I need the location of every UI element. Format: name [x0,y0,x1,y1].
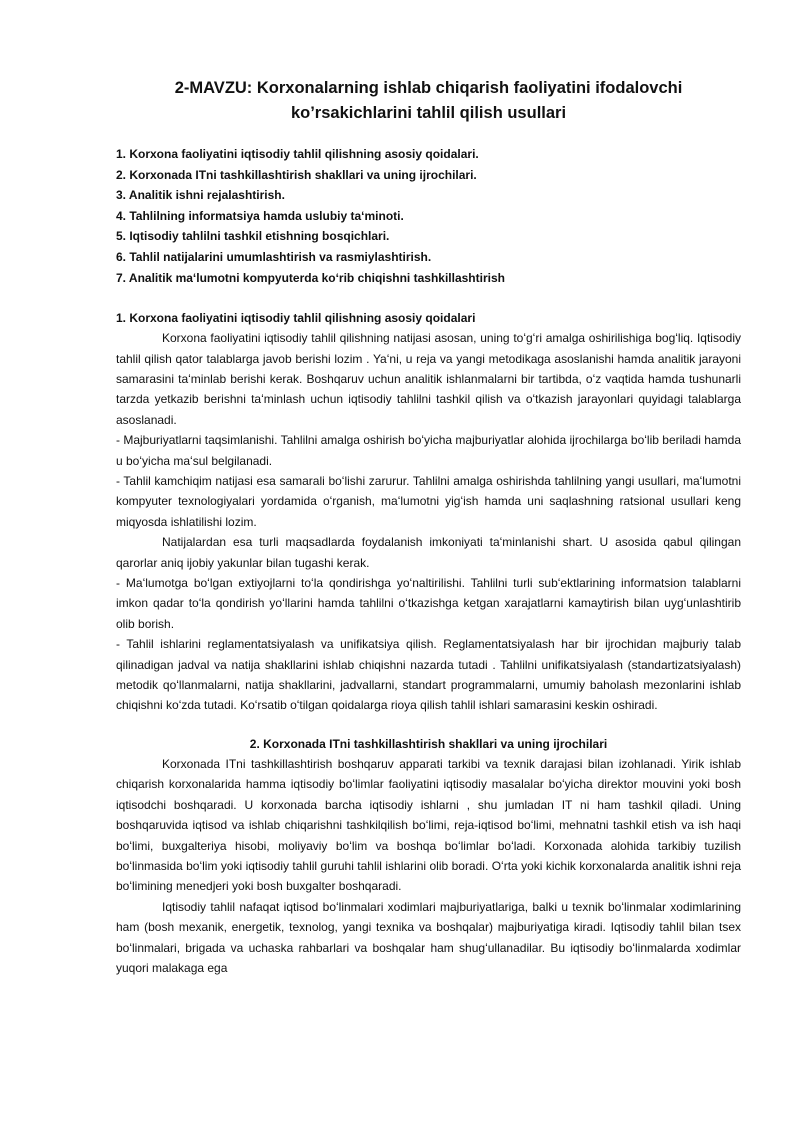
section-2 [116,734,741,978]
toc-item: 1. Korxona faoliyatini iqtisodiy tahlil qilishning asosiy qoidalari. [116,147,479,161]
paragraph: - Tahlil kamchiqim natijasi esa samarali boʻlishi zarurur. Tahlilni amalga oshirishda tahlilning yangi usullari, maʻlumotni kompyuter texnologiyalari yordamida oʻrganish, maʻlumotni yigʻish hamda uni saqlashning ratsional usullari keng miqyosda ishlatilishi lozim. [116,474,741,529]
document-page [116,76,741,978]
toc-item: 5. Iqtisodiy tahlilni tashkil etishning bosqichlari. [116,229,390,244]
table-of-contents [116,144,741,288]
paragraph: - Majburiyatlarni taqsimlanishi. Tahlilni amalga oshirish boʻyicha majburiyatlar alohida ijrochilarga boʻlib beriladi hamda u boʻyicha maʻsul belgilanadi. [116,433,741,468]
document-title: 2-MAVZU: Korxonalarning ishlab chiqarish faoliyatini ifodalovchi ko’rsakichlarini tahlil qilish usullari [174,79,683,122]
paragraph: - Tahlil ishlarini reglamentatsiyalash va unifikatsiya qilish. Reglamentatsiyalash har bir ijrochidan majburiy talab qilinadigan jadval va natija shakllarini ishlab chiqishni nazarda tutadi . Tahlilni unifikatsiyalash (standartizatsiyalash) metodik qoʻllanmalarni, natija shakllarini, jadvallarni, standart programmalarni, umumiy baholash mezonlarini ishlab chiqishni koʻzda tutadi. Koʻrsatib oʻtilgan qoidalarga rioya qilish tahlil ishlari samarasini keskin oshiradi. [116,637,741,713]
section-2-heading: 2. Korxonada ITni tashkillashtirish shakllari va uning ijrochilari [249,736,608,751]
toc-item: 2. Korxonada ITni tashkillashtirish shakllari va uning ijrochilari. [116,167,477,182]
toc-item: 3. Analitik ishni rejalashtirish. [116,188,285,203]
section-1 [116,308,741,716]
paragraph: - Maʻlumotga boʻlgan extiyojlarni toʻla qondirishga yoʻnaltirilishi. Tahlilni turli subʻektlarining informatsion talablarni imkon qadar toʻla qondirish yoʻllarini hamda tahlilni oʻtkazishga ketgan xarajatlarni kamaytirish bilan uygʻunlashtirib olib borish. [116,576,741,631]
paragraph: Natijalardan esa turli maqsadlarda foydalanish imkoniyati taʻminlanishi shart. U asosida qabul qilingan qarorlar aniq ijobiy yakunlar bilan tugashi kerak. [116,535,741,570]
paragraph: Iqtisodiy tahlil nafaqat iqtisod boʻlinmalari xodimlari majburiyatlariga, balki u texnik boʻlinmalar xodimlarining ham (bosh mexanik, energetik, texnolog, yangi texnika va boshqalar) majburiyatiga kiradi. Iqtisodiy tahlil bilan tsex boʻlinmalari, brigada va uchaska rahbarlari va boshqalar ham shugʻullanadilar. Bu iqtisodiy boʻlinmalarda xodimlar yuqori malakaga ega [116,899,741,975]
paragraph: Korxona faoliyatini iqtisodiy tahlil qilishning natijasi asosan, uning toʻgʻri amalga oshirilishiga bogʻliq. Iqtisodiy tahlil qilish qator talablarga javob berishi lozim . Yaʻni, u reja va yangi metodikaga asoslanishi hamda analitik jarayoni samarasini taʻminlab berishi kerak. Boshqaruv uchun analitik ishlanmalarni bir tartibda, oʻz vaqtida hamda tushunarli tarzda yetkazib berishni taʻminlash uchun iqtisodiy tahlilni tashkil qilish va oʻtkazish jarayonlari quyidagi talablarga asoslanadi. [116,331,741,427]
section-1-heading: 1. Korxona faoliyatini iqtisodiy tahlil qilishning asosiy qoidalari [116,311,476,326]
paragraph: Korxonada ITni tashkillashtirish boshqaruv apparati tarkibi va texnik darajasi bilan izohlanadi. Yirik ishlab chiqarish korxonalarida hamma iqtisodiy boʻlimlar faoliyatini iqtisodiy masalalar boʻyicha direktor mouvini yoki bosh iqtisodchi boshqaradi. U korxonada barcha iqtisodiy ishlarni , shu jumladan IT ni ham tashkil qiladi. Uning boshqaruvida iqtisod va ishlab chiqarishni tashkilqilish boʻlimi, reja-iqtisod boʻlimi, mehnatni tashkil etish va ish haqi boʻlimi, buxgalteriya hisobi, moliyaviy boʻlim va boshqa boʻlimlar boʻladi. Korxonada alohida tarkibiy tuzilish boʻlinmasida boʻlim yoki iqtisodiy tahlil guruhi tahlil ishlarini olib boradi. Oʻrta yoki kichik korxonalarda analitik ishni reja boʻlimining menedjeri yoki bosh buxgalter boshqaradi. [116,756,741,894]
toc-item: 4. Tahlilning informatsiya hamda uslubiy taʻminoti. [116,208,404,223]
toc-item: 6. Tahlil natijalarini umumlashtirish va rasmiylashtirish. [116,249,432,264]
toc-item: 7. Analitik maʻlumotni kompyuterda koʻrib chiqishni tashkillashtirish [116,270,505,285]
